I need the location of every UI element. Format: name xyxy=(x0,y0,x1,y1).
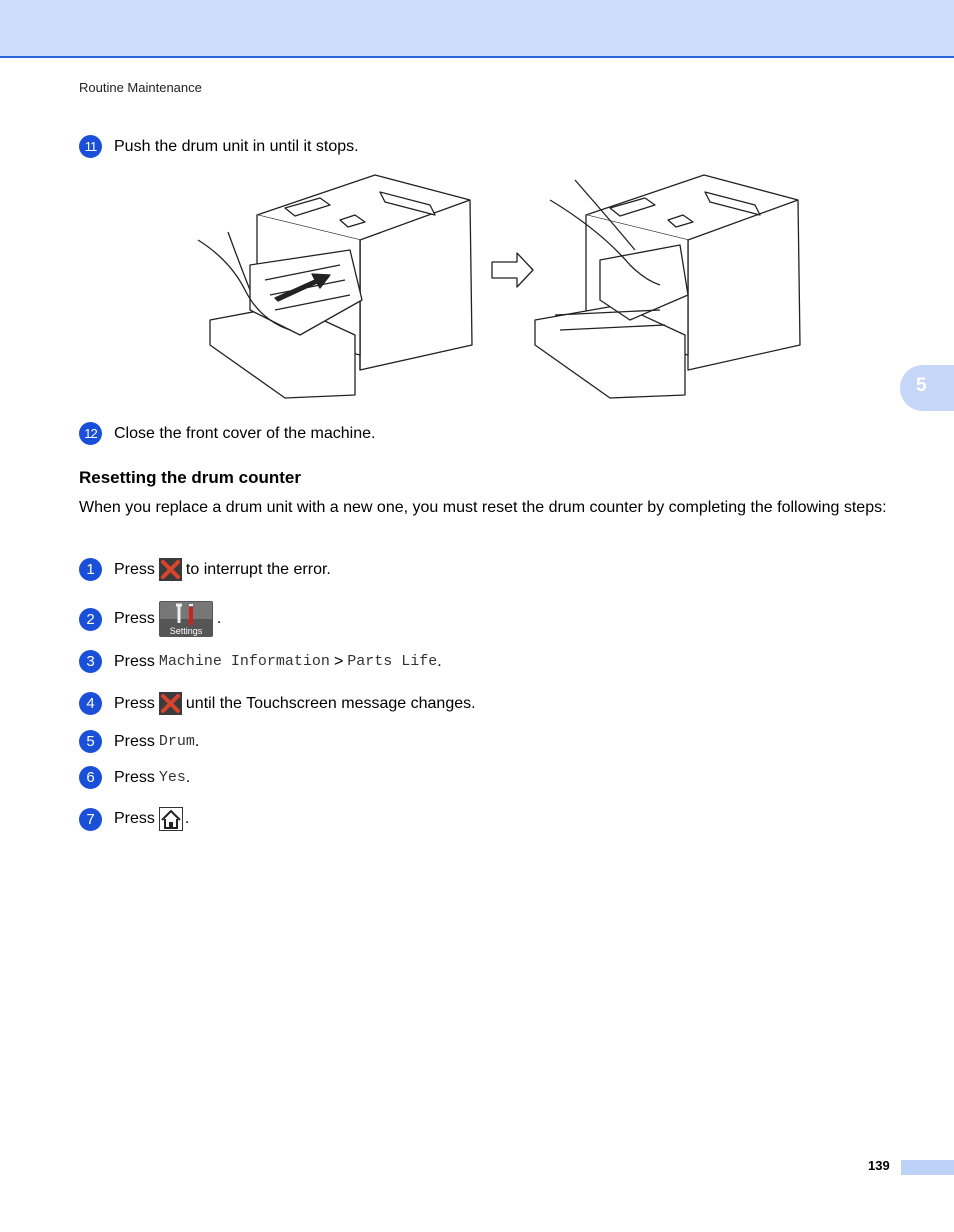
step-press-text: Press xyxy=(114,652,155,670)
menu-drum: Drum xyxy=(158,733,195,750)
chapter-number: 5 xyxy=(916,375,927,396)
menu-yes: Yes xyxy=(158,769,186,786)
settings-icon-label: Settings xyxy=(169,626,203,636)
home-icon xyxy=(159,807,183,831)
step-number: 11 xyxy=(79,135,102,158)
step-press-text: Press xyxy=(114,560,155,578)
settings-icon xyxy=(159,601,213,637)
step-number: 3 xyxy=(79,650,102,673)
step-text: Push the drum unit in until it stops. xyxy=(114,137,359,155)
step-text: to interrupt the error. xyxy=(185,560,331,578)
section-intro: When you replace a drum unit with a new one, you must reset the drum counter by completing the following steps: xyxy=(79,499,887,516)
running-header: Routine Maintenance xyxy=(79,80,202,95)
top-band xyxy=(0,0,954,58)
menu-separator: > xyxy=(333,652,344,670)
step-text: . xyxy=(185,768,191,786)
x-cancel-icon xyxy=(159,558,182,581)
step-press-text: Press xyxy=(114,732,155,750)
step-number: 5 xyxy=(79,730,102,753)
step-4 xyxy=(79,692,476,715)
step-text: . xyxy=(184,810,190,827)
step-number: 12 xyxy=(79,422,102,445)
step-6 xyxy=(79,766,190,789)
step-number: 6 xyxy=(79,766,102,789)
step-text: Close the front cover of the machine. xyxy=(114,424,376,442)
step-number: 2 xyxy=(79,608,102,631)
step-7 xyxy=(79,807,189,831)
menu-parts-life: Parts Life xyxy=(347,653,438,670)
step-3 xyxy=(79,650,442,673)
step-press-text: Press xyxy=(114,610,155,627)
step-number: 1 xyxy=(79,558,102,581)
step-number: 7 xyxy=(79,808,102,831)
step-text: . xyxy=(437,652,442,670)
step-2 xyxy=(79,601,221,637)
step-1 xyxy=(79,558,331,581)
section-heading: Resetting the drum counter xyxy=(79,468,301,487)
drum-unit-illustration xyxy=(190,170,810,402)
step-12 xyxy=(79,422,375,445)
step-text: until the Touchscreen message changes. xyxy=(185,694,476,712)
step-press-text: Press xyxy=(114,694,155,712)
step-11 xyxy=(79,135,359,158)
step-5 xyxy=(79,730,199,753)
step-press-text: Press xyxy=(114,810,155,827)
menu-machine-information: Machine Information xyxy=(158,653,330,670)
page-number: 139 xyxy=(868,1158,890,1173)
x-cancel-icon xyxy=(159,692,182,715)
step-text: . xyxy=(194,732,200,750)
step-press-text: Press xyxy=(114,768,155,786)
step-number: 4 xyxy=(79,692,102,715)
page-number-bar xyxy=(901,1160,954,1175)
chapter-tab xyxy=(900,365,954,411)
step-text: . xyxy=(216,610,222,627)
